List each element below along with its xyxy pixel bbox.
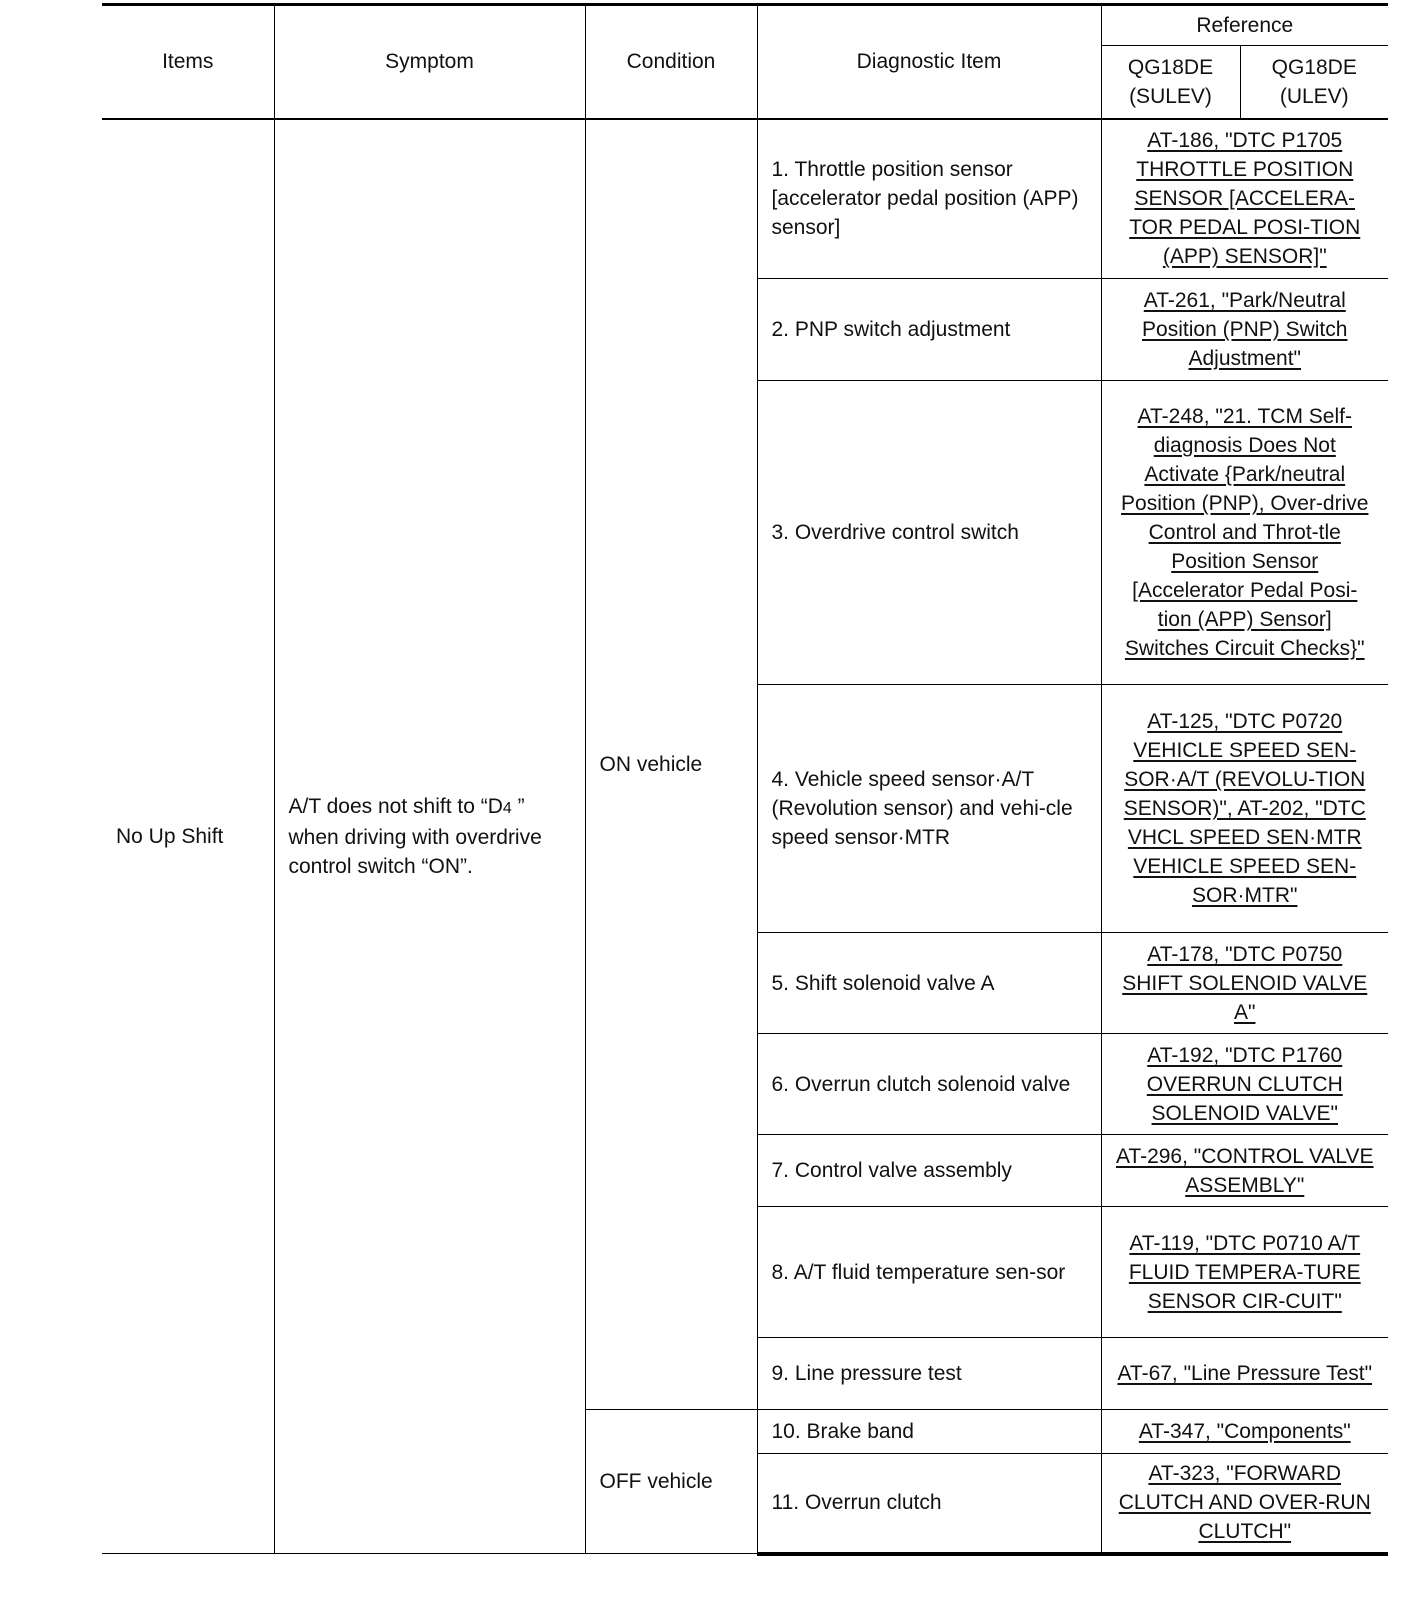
engine-sulev-name: QG18DE <box>1127 55 1214 79</box>
reference-cell <box>1101 685 1388 933</box>
header-items: Items <box>102 5 274 119</box>
reference-cell <box>1101 381 1388 685</box>
symptom-text-end: ” when driving with overdrive control switch “ON”. <box>288 794 542 878</box>
reference-link[interactable]: AT-261, "Park/Neutral Position (PNP) Switch Adjustment" <box>1142 289 1348 370</box>
diagnostic-item: 1. Throttle position sensor [accelerator pedal position (APP) sensor] <box>757 119 1101 279</box>
reference-cell <box>1101 1454 1388 1554</box>
symptom-cell <box>274 119 585 1554</box>
condition-on-vehicle: ON vehicle <box>585 119 757 1410</box>
engine-ulev-type: (ULEV) <box>1279 84 1349 108</box>
header-reference: Reference <box>1101 5 1388 46</box>
header-condition: Condition <box>585 5 757 119</box>
reference-cell <box>1101 1034 1388 1135</box>
symptom-gear-subscript: 4 <box>502 799 512 817</box>
header-engine-sulev <box>1101 46 1240 119</box>
diagnostic-table <box>102 3 1388 1556</box>
reference-link[interactable]: AT-178, "DTC P0750 SHIFT SOLENOID VALVE A" <box>1122 942 1368 1024</box>
diagnostic-item: 5. Shift solenoid valve A <box>757 933 1101 1034</box>
header-symptom: Symptom <box>274 5 585 119</box>
diagnostic-item: 3. Overdrive control switch <box>757 381 1101 685</box>
reference-cell <box>1101 1410 1388 1454</box>
reference-link[interactable]: AT-248, "21. TCM Self-diagnosis Does Not Activate {Park/neutral Position (PNP), Over-drive Control and Throt-tle Position Sensor [Accelerator Pedal Posi-tion (APP) Sensor] Switches Circuit Checks}" <box>1121 405 1369 660</box>
diagnostic-item: 8. A/T fluid temperature sen-sor <box>757 1207 1101 1338</box>
engine-sulev-type: (SULEV) <box>1129 84 1212 108</box>
reference-link[interactable]: AT-192, "DTC P1760 OVERRUN CLUTCH SOLENOID VALVE" <box>1146 1043 1343 1125</box>
diagnostic-item: 4. Vehicle speed sensor·A/T (Revolution sensor) and vehi-cle speed sensor·MTR <box>757 685 1101 933</box>
reference-link[interactable]: AT-125, "DTC P0720 VEHICLE SPEED SEN-SOR·A/T (REVOLU-TION SENSOR)", AT-202, "DTC VHCL SPEED SEN·MTR VEHICLE SPEED SEN-SOR·MTR" <box>1123 710 1366 907</box>
item-cell: No Up Shift <box>102 119 274 1554</box>
reference-cell <box>1101 1338 1388 1410</box>
reference-cell <box>1101 1135 1388 1207</box>
diagnostic-item: 2. PNP switch adjustment <box>757 279 1101 381</box>
diagnostic-item: 7. Control valve assembly <box>757 1135 1101 1207</box>
diagnostic-item: 10. Brake band <box>757 1410 1101 1454</box>
header-diagnostic-item: Diagnostic Item <box>757 5 1101 119</box>
symptom-text-start: A/T does not shift to “D <box>288 794 503 818</box>
reference-link[interactable]: AT-67, "Line Pressure Test" <box>1117 1362 1373 1385</box>
reference-link[interactable]: AT-119, "DTC P0710 A/T FLUID TEMPERA-TURE SENSOR CIR-CUIT" <box>1128 1231 1361 1313</box>
reference-cell <box>1101 1207 1388 1338</box>
reference-link[interactable]: AT-347, "Components" <box>1138 1420 1351 1443</box>
reference-cell <box>1101 933 1388 1034</box>
engine-ulev-name: QG18DE <box>1271 55 1357 79</box>
reference-link[interactable]: AT-186, "DTC P1705 THROTTLE POSITION SENSOR [ACCELERA-TOR PEDAL POSI-TION (APP) SENSOR]" <box>1129 129 1361 269</box>
reference-cell <box>1101 279 1388 381</box>
reference-cell <box>1101 119 1388 279</box>
reference-link[interactable]: AT-323, "FORWARD CLUTCH AND OVER-RUN CLUTCH" <box>1118 1462 1371 1544</box>
condition-off-vehicle: OFF vehicle <box>585 1410 757 1554</box>
header-engine-ulev <box>1240 46 1388 119</box>
table-row <box>102 119 1388 279</box>
diagnostic-item: 9. Line pressure test <box>757 1338 1101 1410</box>
reference-link[interactable]: AT-296, "CONTROL VALVE ASSEMBLY" <box>1115 1144 1374 1197</box>
diagnostic-item: 6. Overrun clutch solenoid valve <box>757 1034 1101 1135</box>
diagnostic-item: 11. Overrun clutch <box>757 1454 1101 1554</box>
